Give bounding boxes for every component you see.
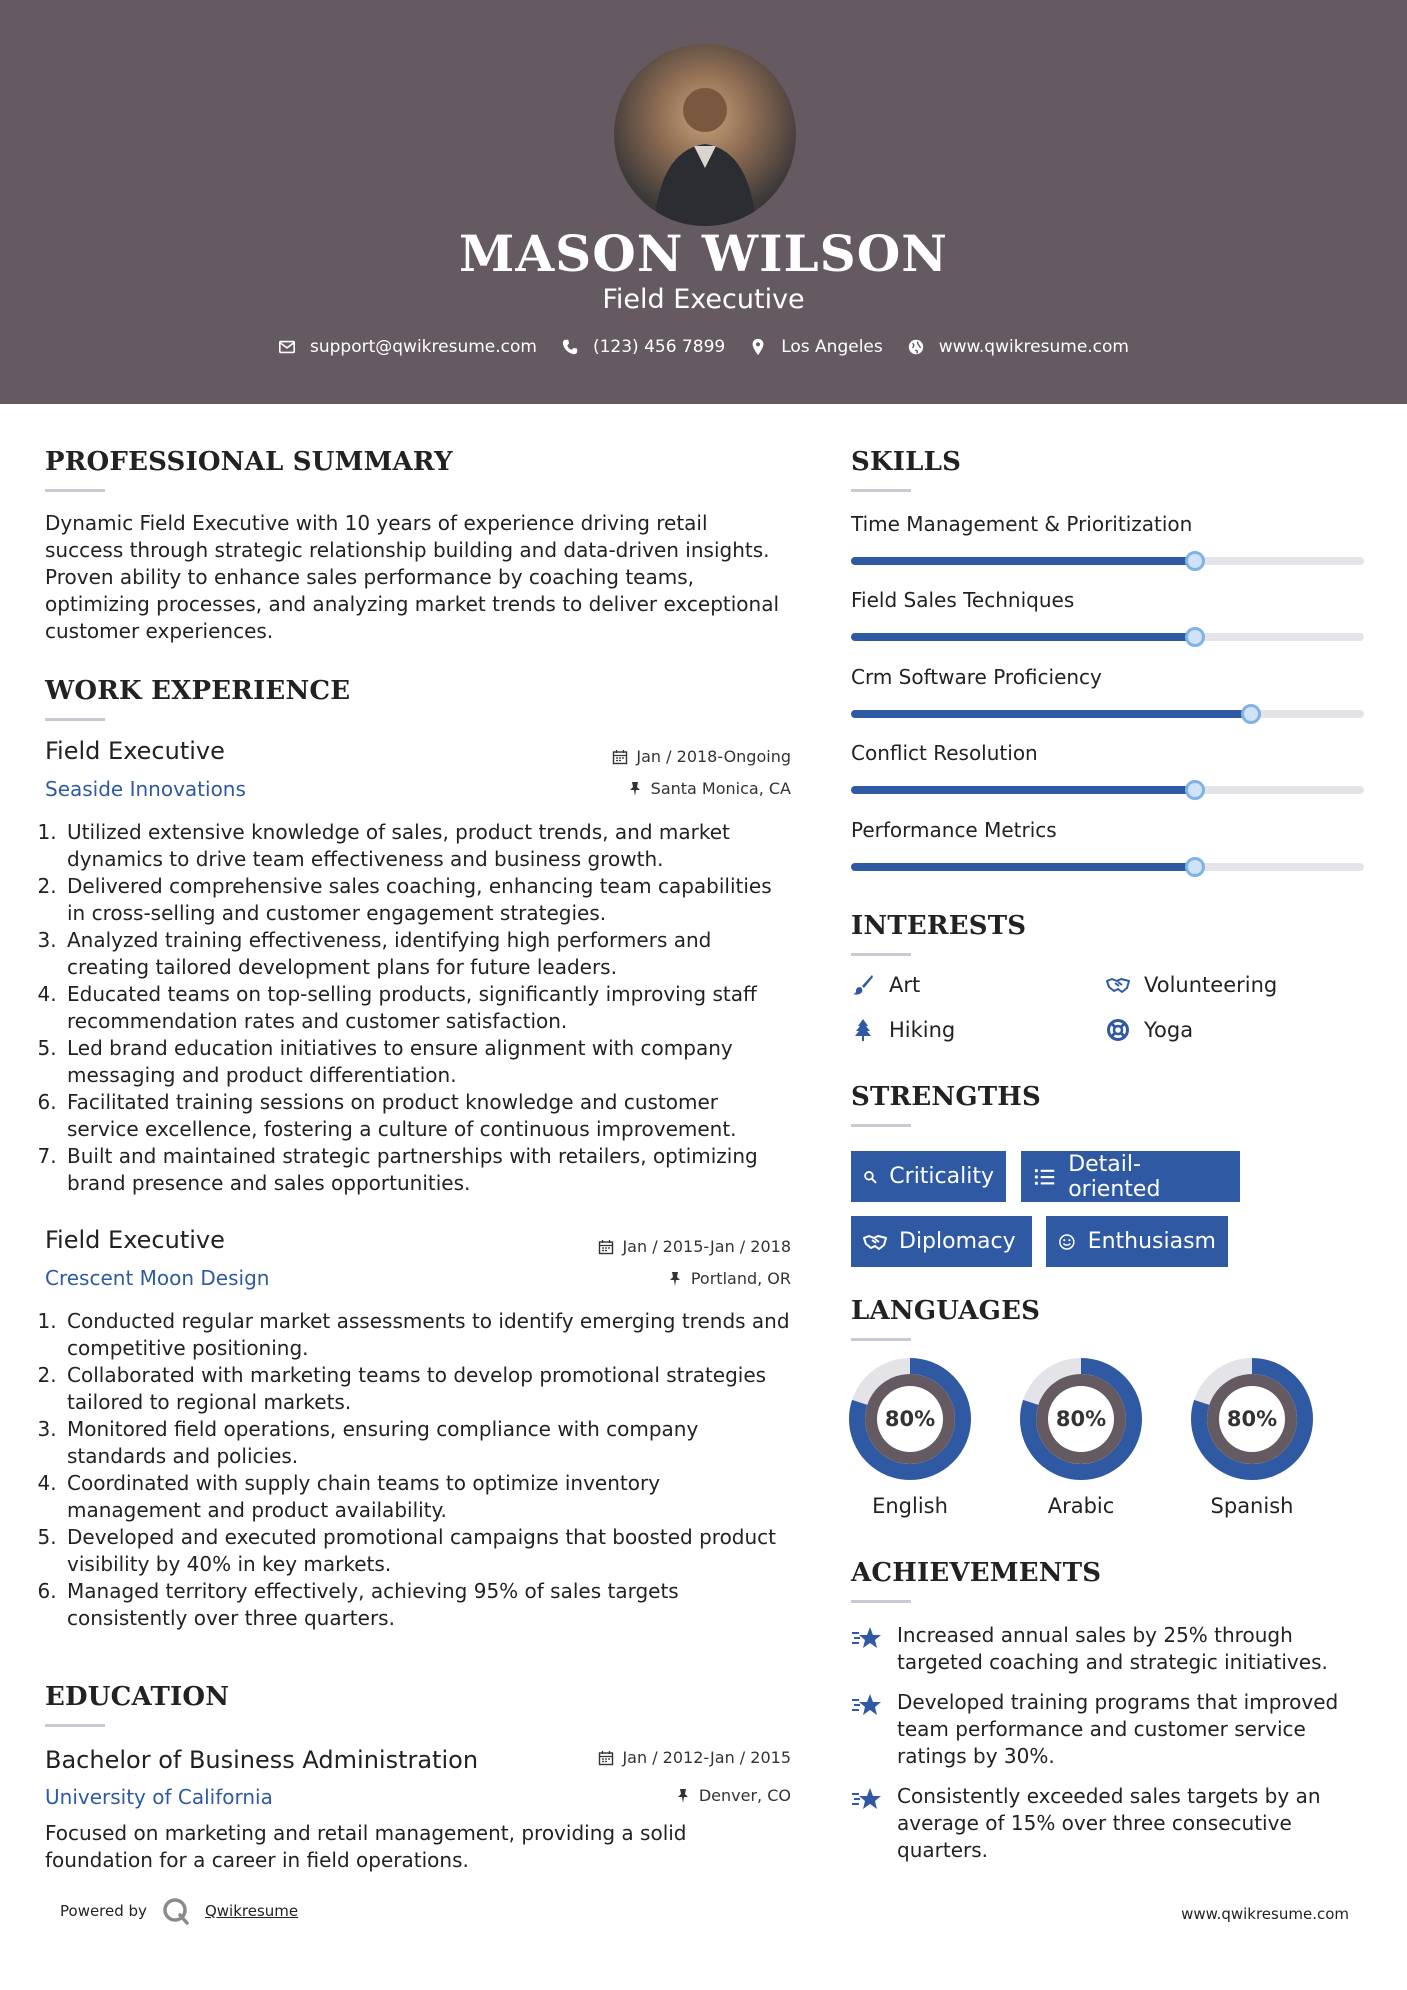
contact-phone[interactable] <box>561 337 725 357</box>
job-location-text: Santa Monica, CA <box>650 779 791 798</box>
star-icon <box>851 1624 883 1654</box>
candidate-name: MASON WILSON <box>459 224 948 283</box>
pushpin-icon <box>667 1271 683 1287</box>
skill-bar-fill <box>851 633 1195 641</box>
summary-heading: PROFESSIONAL SUMMARY <box>45 447 453 477</box>
skill-bar-fill <box>851 786 1195 794</box>
achievement-text: Developed training programs that improved team performance and customer service ratings by 30%. <box>897 1690 1339 1768</box>
skill-label: Crm Software Proficiency <box>851 665 1102 689</box>
skill-bar-fill <box>851 863 1195 871</box>
language-ring <box>849 1358 971 1484</box>
contact-email[interactable] <box>278 337 537 357</box>
achievement-item <box>851 1622 1365 1676</box>
skill-label: Performance Metrics <box>851 818 1057 842</box>
job-dates <box>598 1237 791 1256</box>
language-ring-chart <box>1191 1358 1313 1480</box>
job-title: Field Executive <box>45 1226 225 1254</box>
language-ring <box>1191 1358 1313 1484</box>
strength-chip <box>1046 1216 1228 1267</box>
education-text: Focused on marketing and retail management, providing a solid foundation for a career in field operations. <box>45 1821 687 1872</box>
website-text: www.qwikresume.com <box>938 337 1129 357</box>
skills-heading: SKILLS <box>851 447 962 477</box>
job-bullets <box>35 819 795 1197</box>
person-silhouette-icon <box>614 44 796 226</box>
skill-bar <box>851 557 1364 565</box>
job-location <box>667 1269 791 1288</box>
skill-bar <box>851 633 1364 641</box>
skill-label: Conflict Resolution <box>851 741 1038 765</box>
summary-text: Dynamic Field Executive with 10 years of experience driving retail success through strategic relationship building and data-driven insights. Proven ability to enhance sales performance by coaching teams, optimizing processes, and analyzing market trends to deliver exceptional customer experiences. <box>45 511 780 643</box>
language-percent: 80% <box>1055 1407 1107 1431</box>
school-name[interactable]: University of California <box>45 1785 273 1809</box>
list-item: 2. Collaborated with marketing teams to develop promotional strategies tailored to regional markets. <box>63 1362 795 1416</box>
achievements-heading-underline <box>851 1600 911 1603</box>
phone-text: (123) 456 7899 <box>592 337 726 357</box>
skill-bar <box>851 786 1364 794</box>
handshake-icon <box>1106 973 1130 997</box>
interest-label: Volunteering <box>1144 973 1278 997</box>
phone-icon <box>561 338 579 356</box>
skill-bar-fill <box>851 710 1251 718</box>
lifebuoy-icon <box>1106 1018 1130 1042</box>
language-ring-chart <box>849 1358 971 1480</box>
education-location-text: Denver, CO <box>698 1786 791 1805</box>
candidate-role: Field Executive <box>602 284 805 315</box>
interest-label: Hiking <box>889 1018 956 1042</box>
company-name[interactable]: Crescent Moon Design <box>45 1266 270 1290</box>
smile-icon <box>1058 1230 1076 1254</box>
achievement-text: Consistently exceeded sales targets by an average of 15% over three consecutive quarters. <box>897 1784 1321 1862</box>
list-item: 5. Led brand education initiatives to ensure alignment with company messaging and product differentiation. <box>63 1035 795 1089</box>
search-icon <box>863 1165 877 1189</box>
star-icon <box>851 1691 883 1721</box>
job-bullets <box>35 1308 795 1632</box>
interest-item <box>851 973 920 997</box>
languages-heading-underline <box>851 1338 911 1341</box>
company-name[interactable]: Seaside Innovations <box>45 777 246 801</box>
language-label: English <box>872 1494 948 1518</box>
list-icon <box>1033 1165 1056 1189</box>
achievement-item <box>851 1689 1365 1770</box>
powered-by-text: Powered by <box>60 1902 147 1920</box>
strength-label: Detail-oriented <box>1068 1151 1161 1202</box>
strengths-heading-underline <box>851 1124 911 1127</box>
contact-location <box>749 337 883 357</box>
list-item: 3. Analyzed training effectiveness, identifying high performers and creating tailored development plans for future leaders. <box>63 927 795 981</box>
job-location-text: Portland, OR <box>690 1269 791 1288</box>
header-banner <box>0 0 1407 404</box>
envelope-icon <box>278 338 296 356</box>
globe-icon <box>907 338 925 356</box>
strength-chip <box>851 1216 1032 1267</box>
job-dates-text: Jan / 2018-Ongoing <box>636 747 791 766</box>
interests-heading: INTERESTS <box>851 911 1027 941</box>
list-item: 4. Educated teams on top-selling products, significantly improving staff recommendation rates and customer satisfaction. <box>63 981 795 1035</box>
skill-bar <box>851 863 1364 871</box>
email-text: support@qwikresume.com <box>310 337 537 357</box>
skill-label: Time Management & Prioritization <box>851 512 1193 536</box>
strength-label: Diplomacy <box>899 1229 1016 1254</box>
calendar-icon <box>598 1239 614 1255</box>
list-item: 1. Utilized extensive knowledge of sales, product trends, and market dynamics to drive team effectiveness and business growth. <box>63 819 795 873</box>
skill-bar-knob <box>1185 551 1205 571</box>
achievement-text: Increased annual sales by 25% through targeted coaching and strategic initiatives. <box>897 1623 1328 1674</box>
education-heading-underline <box>45 1724 105 1727</box>
strength-label: Enthusiasm <box>1087 1229 1216 1254</box>
location-text: Los Angeles <box>781 337 883 357</box>
pushpin-icon <box>675 1788 691 1804</box>
interest-label: Yoga <box>1144 1018 1194 1042</box>
calendar-icon <box>612 749 628 765</box>
list-item: 5. Developed and executed promotional campaigns that boosted product visibility by 40% in key markets. <box>63 1524 795 1578</box>
list-item: 4. Coordinated with supply chain teams to optimize inventory management and product availability. <box>63 1470 795 1524</box>
education-heading: EDUCATION <box>45 1682 230 1712</box>
paintbrush-icon <box>851 973 875 997</box>
skill-bar-fill <box>851 557 1195 565</box>
job-title: Field Executive <box>45 737 225 765</box>
contact-website[interactable] <box>907 337 1129 357</box>
strength-label: Criticality <box>889 1164 994 1189</box>
star-icon <box>851 1785 883 1815</box>
profile-photo <box>614 44 796 226</box>
list-item: 6. Facilitated training sessions on product knowledge and customer service excellence, fostering a culture of continuous improvement. <box>63 1089 795 1143</box>
list-item: 6. Managed territory effectively, achieving 95% of sales targets consistently over three quarters. <box>63 1578 795 1632</box>
interest-item <box>1106 973 1277 997</box>
skill-bar-knob <box>1185 780 1205 800</box>
language-label: Spanish <box>1210 1494 1294 1518</box>
summary-heading-underline <box>45 489 105 492</box>
qwikresume-logo-icon <box>161 1896 191 1926</box>
achievement-item <box>851 1783 1365 1864</box>
interests-heading-underline <box>851 953 911 956</box>
map-pin-icon <box>749 338 767 356</box>
language-ring-chart <box>1020 1358 1142 1480</box>
skill-bar <box>851 710 1364 718</box>
list-item: 2. Delivered comprehensive sales coaching, enhancing team capabilities in cross-selling and customer engagement strategies. <box>63 873 795 927</box>
language-ring <box>1020 1358 1142 1484</box>
experience-heading-underline <box>45 718 105 721</box>
list-item: 1. Conducted regular market assessments to identify emerging trends and competitive positioning. <box>63 1308 795 1362</box>
job-dates <box>612 747 791 766</box>
list-item: 7. Built and maintained strategic partnerships with retailers, optimizing brand presence and sales opportunities. <box>63 1143 795 1197</box>
strengths-heading: STRENGTHS <box>851 1082 1042 1112</box>
footer-powered-by <box>60 1896 298 1926</box>
interest-item <box>1106 1018 1193 1042</box>
brand-link[interactable]: Qwikresume <box>204 1902 299 1920</box>
job-location <box>627 779 791 798</box>
contact-bar <box>0 337 1407 357</box>
interest-item <box>851 1018 955 1042</box>
language-percent: 80% <box>884 1407 936 1431</box>
calendar-icon <box>598 1750 614 1766</box>
achievements-heading: ACHIEVEMENTS <box>851 1558 1102 1588</box>
pushpin-icon <box>627 781 643 797</box>
skill-label: Field Sales Techniques <box>851 588 1075 612</box>
language-percent: 80% <box>1226 1407 1278 1431</box>
skill-bar-knob <box>1241 704 1261 724</box>
skill-bar-knob <box>1185 857 1205 877</box>
skill-bar-knob <box>1185 627 1205 647</box>
education-dates <box>598 1748 791 1767</box>
footer-website[interactable]: www.qwikresume.com <box>1181 1905 1349 1923</box>
interest-label: Art <box>889 973 921 997</box>
languages-heading: LANGUAGES <box>851 1296 1041 1326</box>
skills-heading-underline <box>851 489 911 492</box>
strength-chip <box>1021 1151 1240 1202</box>
experience-heading: WORK EXPERIENCE <box>45 676 351 706</box>
education-location <box>675 1786 791 1805</box>
handshake-icon <box>863 1230 887 1254</box>
education-dates-text: Jan / 2012-Jan / 2015 <box>622 1748 791 1767</box>
tree-icon <box>851 1018 875 1042</box>
degree-title: Bachelor of Business Administration <box>45 1746 479 1774</box>
language-label: Arabic <box>1047 1494 1115 1518</box>
job-dates-text: Jan / 2015-Jan / 2018 <box>622 1237 791 1256</box>
strength-chip <box>851 1151 1006 1202</box>
list-item: 3. Monitored field operations, ensuring compliance with company standards and policies. <box>63 1416 795 1470</box>
